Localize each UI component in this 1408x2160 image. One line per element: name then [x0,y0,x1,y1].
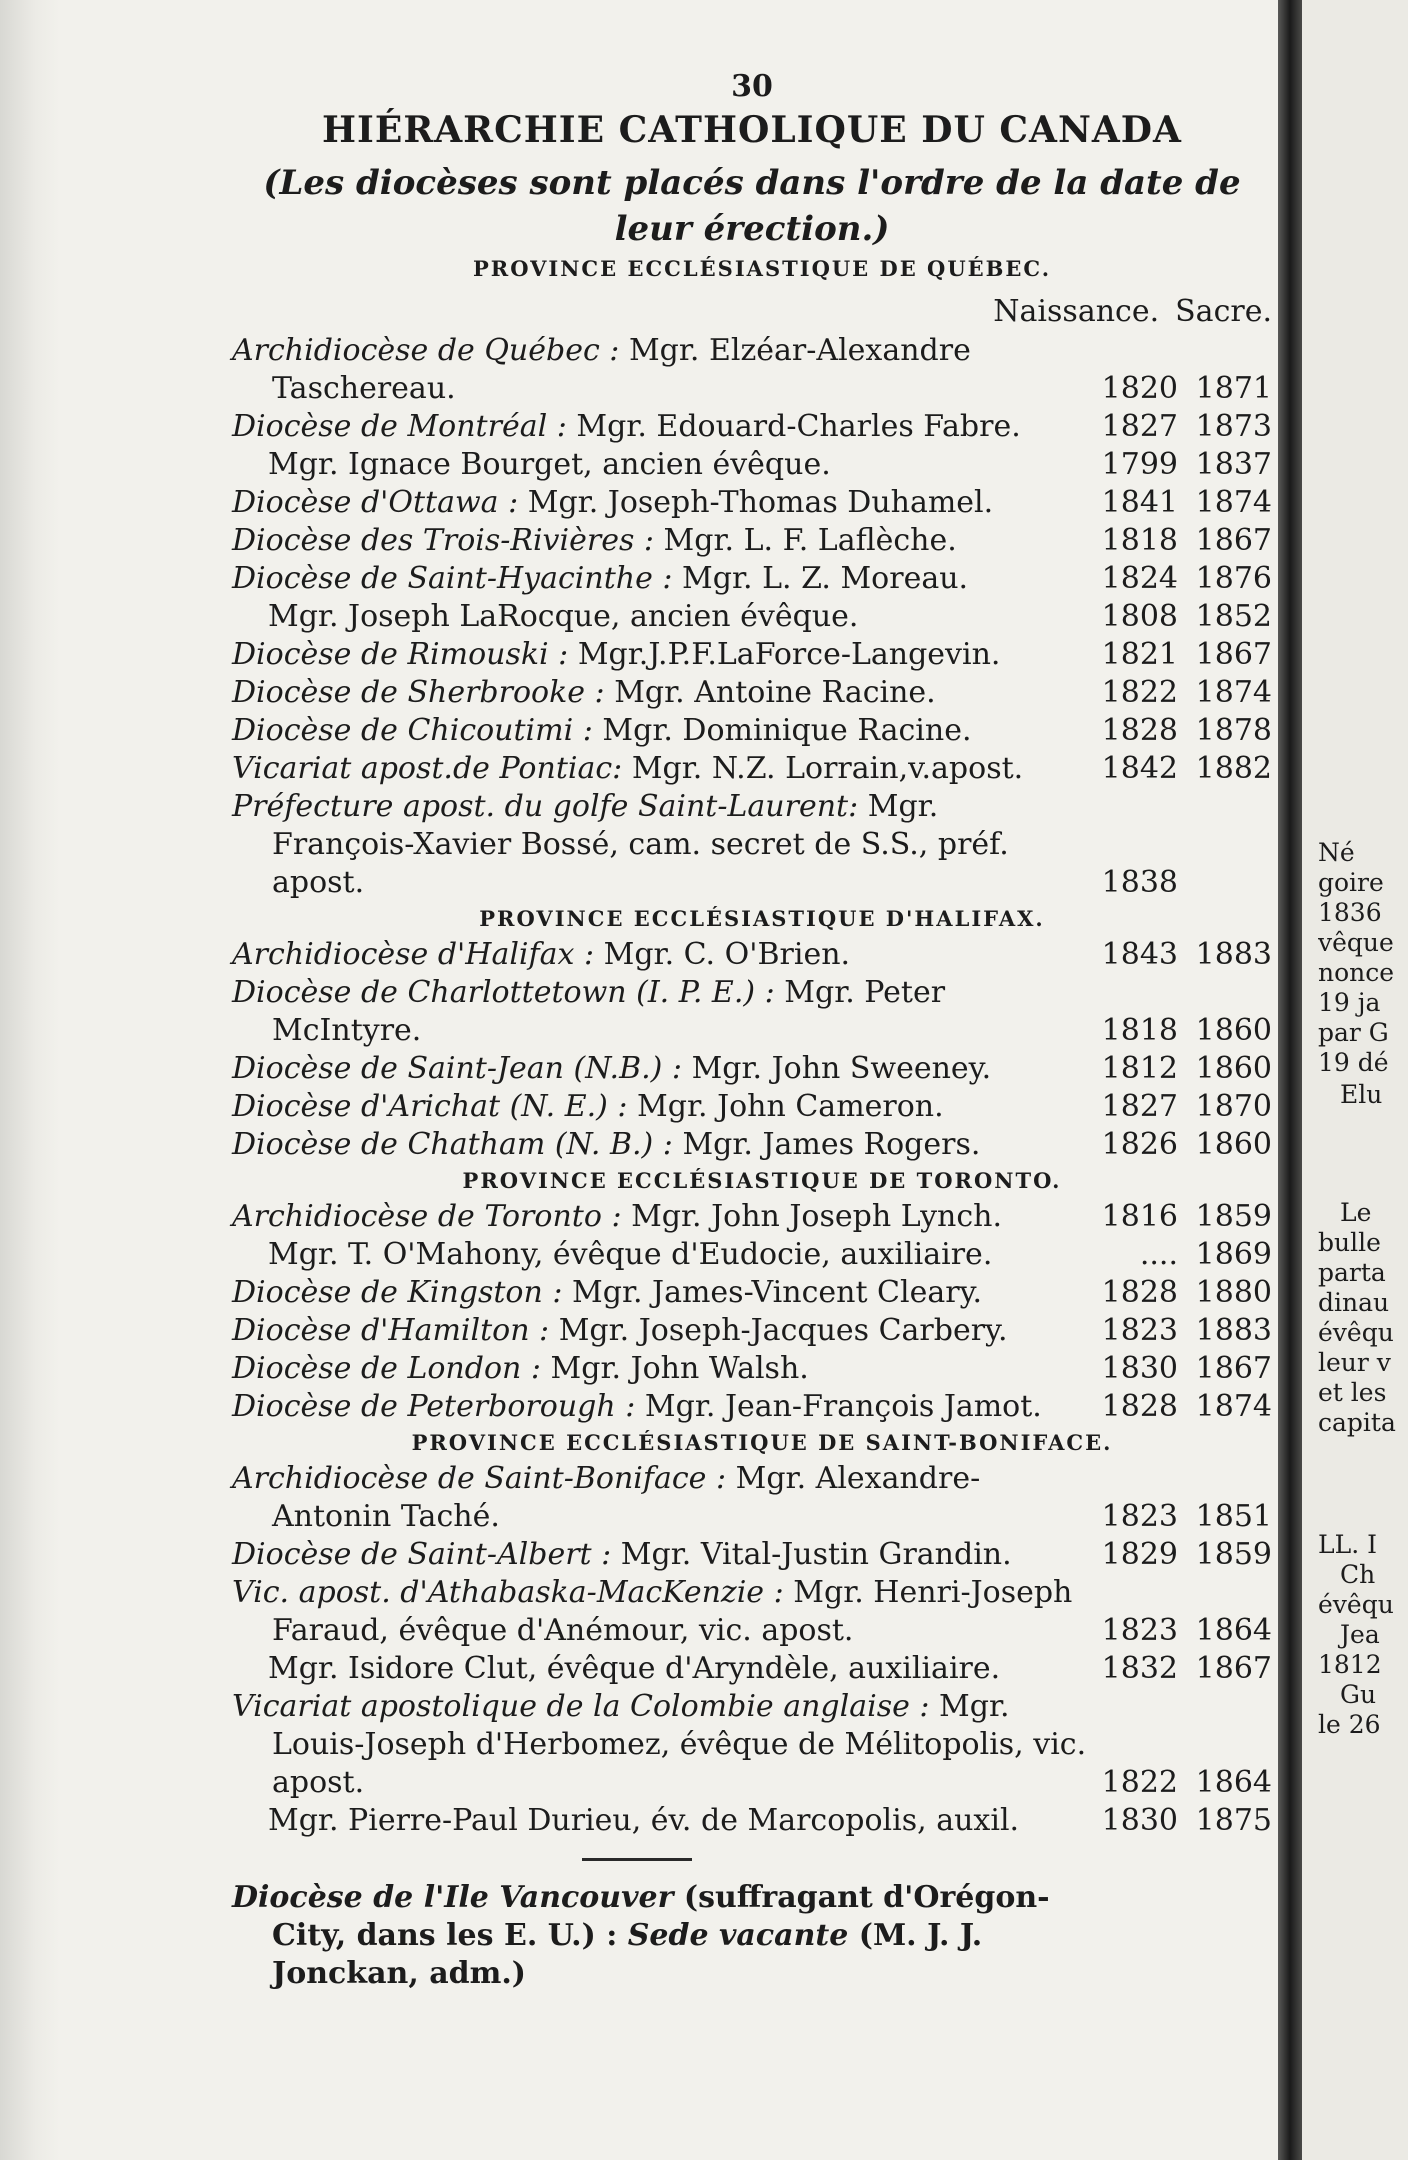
entry-text [232,1088,1088,1126]
consecration-year: 1874 [1195,485,1272,520]
diocese-name: Préfecture apost. du golfe Saint-Laurent: [232,789,859,824]
birth-year: 1829 [1101,1537,1178,1572]
bishop-entry [232,1802,1272,1840]
bishop-entry [232,1650,1272,1688]
consecration-year: 1883 [1195,1313,1272,1348]
bishop-name: Mgr. Louis-Joseph d'Herbomez, évêque de Mélitopolis, vic. apost. [272,1689,1087,1800]
entry-text [232,1536,1088,1574]
bishop-entry [232,1388,1272,1426]
bishop-name: Mgr. L. Z. Moreau. [682,561,969,596]
entry-text [232,1460,1088,1536]
birth-year: 1830 [1101,1351,1178,1386]
final-note-see: Diocèse de l'Ile Vancouver [232,1880,674,1915]
diocese-name: Diocèse de Chicoutimi : [232,713,593,748]
bishop-name: Mgr. L. F. Laflèche. [663,523,957,558]
entry-text [232,1688,1088,1802]
next-page-fragment: 19 ja [1318,988,1381,1017]
next-page-fragment: 19 dé [1318,1048,1389,1077]
consecration-year: 1880 [1195,1275,1272,1310]
entry-text [232,750,1088,788]
final-note-sede: Sede vacante [627,1918,849,1953]
bishop-entry [232,332,1272,408]
bishop-entry [232,446,1272,484]
diocese-name: Diocèse de Saint-Albert : [232,1537,612,1572]
entry-text [232,974,1088,1050]
diocese-name: Diocèse des Trois-Rivières : [232,523,654,558]
consecration-year: 1871 [1195,371,1272,406]
next-page-fragment: Elu [1340,1080,1383,1109]
next-page-fragment: leur v [1318,1348,1391,1377]
birth-year: 1818 [1101,1013,1178,1048]
diocese-name: Diocèse d'Ottawa : [232,485,519,520]
entry-text [232,1802,1088,1840]
diocese-name: Archidiocèse d'Halifax : [232,937,595,972]
bishop-name: Mgr. Joseph-Jacques Carbery. [558,1313,1008,1348]
bishop-entry [232,1236,1272,1274]
diocese-name: Vic. apost. d'Athabaska-MacKenzie : [232,1575,784,1610]
birth-year: 1823 [1101,1313,1178,1348]
birth-year: 1823 [1101,1499,1178,1534]
birth-year: 1828 [1101,1389,1178,1424]
bishop-name: Mgr. John Cameron. [637,1089,944,1124]
birth-year: 1822 [1101,1765,1178,1800]
next-page-edge [1318,0,1408,2160]
consecration-year: 1837 [1195,447,1272,482]
next-page-fragment: par G [1318,1018,1389,1047]
next-page-fragment: LL. I [1318,1530,1377,1559]
province-heading: PROVINCE ECCLÉSIASTIQUE DE SAINT-BONIFACE. [411,1430,1113,1455]
diocese-name: Diocèse d'Arichat (N. E.) : [232,1089,628,1124]
entry-text [232,332,1088,408]
consecration-year: 1874 [1195,675,1272,710]
consecration-year: 1882 [1195,751,1272,786]
province-section [232,1426,1272,1840]
bishop-name: Mgr. Elzéar-Alexandre Taschereau. [272,333,971,406]
entry-text [232,1312,1088,1350]
column-header-consecration: Sacre. [1175,294,1272,329]
diocese-name: Diocèse de Sherbrooke : [232,675,605,710]
next-page-fragment: évêqu [1318,1318,1394,1347]
birth-year: 1818 [1101,523,1178,558]
column-header-birth: Naissance. [993,294,1160,329]
birth-year: 1820 [1101,371,1178,406]
consecration-year: 1852 [1195,599,1272,634]
province-section [232,1164,1272,1426]
entry-text [232,1050,1088,1088]
bishop-entry [232,936,1272,974]
diocese-name: Diocèse de Saint-Jean (N.B.) : [232,1051,683,1086]
entry-text [232,712,1088,750]
consecration-year: 1878 [1195,713,1272,748]
province-heading: PROVINCE ECCLÉSIASTIQUE DE TORONTO. [462,1168,1062,1193]
bishop-entry [232,712,1272,750]
bishop-name: Mgr. John Sweeney. [691,1051,992,1086]
birth-year: 1799 [1101,447,1178,482]
consecration-year: 1867 [1195,1351,1272,1386]
bishop-name: Mgr. Antoine Racine. [614,675,936,710]
entry-text [232,674,1088,712]
bishop-entry [232,1350,1272,1388]
entry-text [232,1574,1088,1650]
entry-text [232,1126,1088,1164]
next-page-fragment: le 26 [1318,1710,1381,1739]
final-note [232,1879,1092,1993]
entry-text [232,636,1088,674]
column-headers [232,292,1272,332]
province-heading: PROVINCE ECCLÉSIASTIQUE D'HALIFAX. [479,906,1045,931]
birth-year: 1826 [1101,1127,1178,1162]
consecration-year: 1860 [1195,1127,1272,1162]
consecration-year: 1874 [1195,1389,1272,1424]
entry-text [232,1198,1088,1236]
bishop-name: Mgr. Ignace Bourget, ancien évêque. [268,447,831,482]
bishop-entry [232,1312,1272,1350]
next-page-fragment: Ch [1340,1560,1376,1589]
birth-year: 1821 [1101,637,1178,672]
next-page-fragment: Le [1340,1198,1372,1227]
diocese-name: Archidiocèse de Québec : [232,333,620,368]
entry-text [232,1350,1088,1388]
consecration-year: 1860 [1195,1051,1272,1086]
bishop-entry [232,484,1272,522]
bishop-entry [232,636,1272,674]
bishop-entry [232,1688,1272,1802]
birth-year: 1832 [1101,1651,1178,1686]
bishop-entry [232,1126,1272,1164]
entry-text [232,560,1088,598]
bishop-entry [232,974,1272,1050]
next-page-fragment: et les [1318,1378,1387,1407]
bishop-entry [232,1050,1272,1088]
birth-year: 1816 [1101,1199,1178,1234]
bishop-entry [232,560,1272,598]
diocese-name: Diocèse d'Hamilton : [232,1313,550,1348]
bishop-name: Mgr. N.Z. Lorrain,v.apost. [631,751,1024,786]
bishop-entry [232,1088,1272,1126]
consecration-year: 1859 [1195,1199,1272,1234]
left-page-margin [0,0,60,2160]
entry-text [232,522,1088,560]
next-page-fragment: capita [1318,1408,1396,1437]
birth-year: 1838 [1101,865,1178,900]
birth-year: 1828 [1101,713,1178,748]
next-page-fragment: bulle [1318,1228,1381,1257]
birth-year: 1841 [1101,485,1178,520]
entry-text [232,788,1088,902]
next-page-fragment: parta [1318,1258,1386,1287]
consecration-year: 1864 [1195,1765,1272,1800]
birth-year: 1808 [1101,599,1178,634]
next-page-fragment: vêque [1318,928,1394,957]
page-title: HIÉRARCHIE CATHOLIQUE DU CANADA [322,109,1182,151]
consecration-year: 1875 [1195,1803,1272,1838]
bishop-entry [232,1536,1272,1574]
birth-year: 1843 [1101,937,1178,972]
final-note-text-b: (M. J. J. Jonckan, adm.) [272,1918,983,1991]
divider-rule [582,1858,692,1861]
entry-text [232,598,1088,636]
next-page-fragment: goire [1318,868,1384,897]
birth-year: 1827 [1101,409,1178,444]
entry-text [232,446,1088,484]
bishop-entry [232,522,1272,560]
diocese-name: Diocèse de Charlottetown (I. P. E.) : [232,975,775,1010]
bishop-entry [232,674,1272,712]
bishop-name: Mgr. John Joseph Lynch. [631,1199,1003,1234]
diocese-name: Diocèse de London : [232,1351,541,1386]
bishop-entry [232,750,1272,788]
diocese-name: Diocèse de Chatham (N. B.) : [232,1127,673,1162]
next-page-fragment: Jea [1340,1620,1380,1649]
consecration-year: 1867 [1195,523,1272,558]
next-page-fragment: évêqu [1318,1590,1394,1619]
consecration-year: 1869 [1195,1237,1272,1272]
bishop-name: Mgr. Jean-François Jamot. [644,1389,1042,1424]
birth-year: 1828 [1101,1275,1178,1310]
bishop-entry [232,1198,1272,1236]
province-section [232,252,1272,902]
bishop-name: Mgr. Edouard-Charles Fabre. [576,409,1021,444]
diocese-name: Diocèse de Rimouski : [232,637,569,672]
bishop-name: Mgr. Vital-Justin Grandin. [620,1537,1012,1572]
bishop-entry [232,788,1272,902]
consecration-year: 1870 [1195,1089,1272,1124]
entry-text [232,936,1088,974]
bishop-name: Mgr. Peter McIntyre. [272,975,946,1048]
next-page-fragment: 1836 [1318,898,1382,927]
diocese-name: Vicariat apost.de Pontiac: [232,751,623,786]
next-page-fragment: Né [1318,838,1355,867]
sections [232,252,1272,1840]
page-content [232,68,1272,1993]
bishop-name: Mgr. John Walsh. [550,1351,809,1386]
next-page-fragment: nonce [1318,958,1395,987]
bishop-entry [232,598,1272,636]
consecration-year: 1851 [1195,1499,1272,1534]
bishop-entry [232,1574,1272,1650]
bishop-name: Mgr. C. O'Brien. [603,937,851,972]
bishop-name: Mgr. Henri-Joseph Faraud, évêque d'Anémour, vic. apost. [272,1575,1073,1648]
bishop-entry [232,1460,1272,1536]
bishop-name: Mgr.J.P.F.LaForce-Langevin. [577,637,1001,672]
province-heading: PROVINCE ECCLÉSIASTIQUE DE QUÉBEC. [472,256,1052,281]
consecration-year: 1867 [1195,1651,1272,1686]
province-section [232,902,1272,1164]
bishop-name: Mgr. Alexandre-Antonin Taché. [272,1461,981,1534]
book-spine [1278,0,1302,2160]
next-page-fragment: 1812 [1318,1650,1382,1679]
bishop-name: Mgr. Joseph LaRocque, ancien évêque. [268,599,859,634]
entry-text [232,1274,1088,1312]
final-note-text-a: (suffragant d'Orégon-City, dans les E. U.) : [272,1880,1050,1953]
consecration-year: 1876 [1195,561,1272,596]
consecration-year: 1859 [1195,1537,1272,1572]
diocese-name: Diocèse de Peterborough : [232,1389,636,1424]
birth-year: .... [1139,1237,1178,1272]
bishop-name: Mgr. François-Xavier Bossé, cam. secret de S.S., préf. apost. [272,789,1009,900]
bishop-name: Mgr. James Rogers. [682,1127,981,1162]
page-number: 30 [731,69,773,104]
bishop-name: Mgr. Joseph-Thomas Duhamel. [527,485,994,520]
bishop-name: Mgr. Pierre-Paul Durieu, év. de Marcopolis, auxil. [268,1803,1020,1838]
entry-text [232,408,1088,446]
birth-year: 1823 [1101,1613,1178,1648]
birth-year: 1827 [1101,1089,1178,1124]
diocese-name: Diocèse de Saint-Hyacinthe : [232,561,673,596]
consecration-year: 1867 [1195,637,1272,672]
entry-text [232,484,1088,522]
next-page-fragment: dinau [1318,1288,1390,1317]
diocese-name: Diocèse de Montréal : [232,409,567,444]
entry-text [232,1236,1088,1274]
birth-year: 1824 [1101,561,1178,596]
diocese-name: Archidiocèse de Saint-Boniface : [232,1461,727,1496]
birth-year: 1822 [1101,675,1178,710]
birth-year: 1812 [1101,1051,1178,1086]
diocese-name: Diocèse de Kingston : [232,1275,563,1310]
page-subtitle: (Les diocèses sont placés dans l'ordre de la date de leur érection.) [263,163,1241,249]
bishop-name: Mgr. Isidore Clut, évêque d'Aryndèle, auxiliaire. [268,1651,1001,1686]
entry-text [232,1388,1088,1426]
bishop-entry [232,1274,1272,1312]
bishop-name: Mgr. James-Vincent Cleary. [572,1275,983,1310]
bishop-name: Mgr. Dominique Racine. [602,713,972,748]
consecration-year: 1860 [1195,1013,1272,1048]
consecration-year: 1864 [1195,1613,1272,1648]
birth-year: 1830 [1101,1803,1178,1838]
entry-text [232,1650,1088,1688]
diocese-name: Archidiocèse de Toronto : [232,1199,622,1234]
diocese-name: Vicariat apostolique de la Colombie anglaise : [232,1689,930,1724]
consecration-year: 1883 [1195,937,1272,972]
bishop-name: Mgr. T. O'Mahony, évêque d'Eudocie, auxiliaire. [268,1237,993,1272]
bishop-entry [232,408,1272,446]
birth-year: 1842 [1101,751,1178,786]
consecration-year: 1873 [1195,409,1272,444]
next-page-fragment: Gu [1340,1680,1377,1709]
